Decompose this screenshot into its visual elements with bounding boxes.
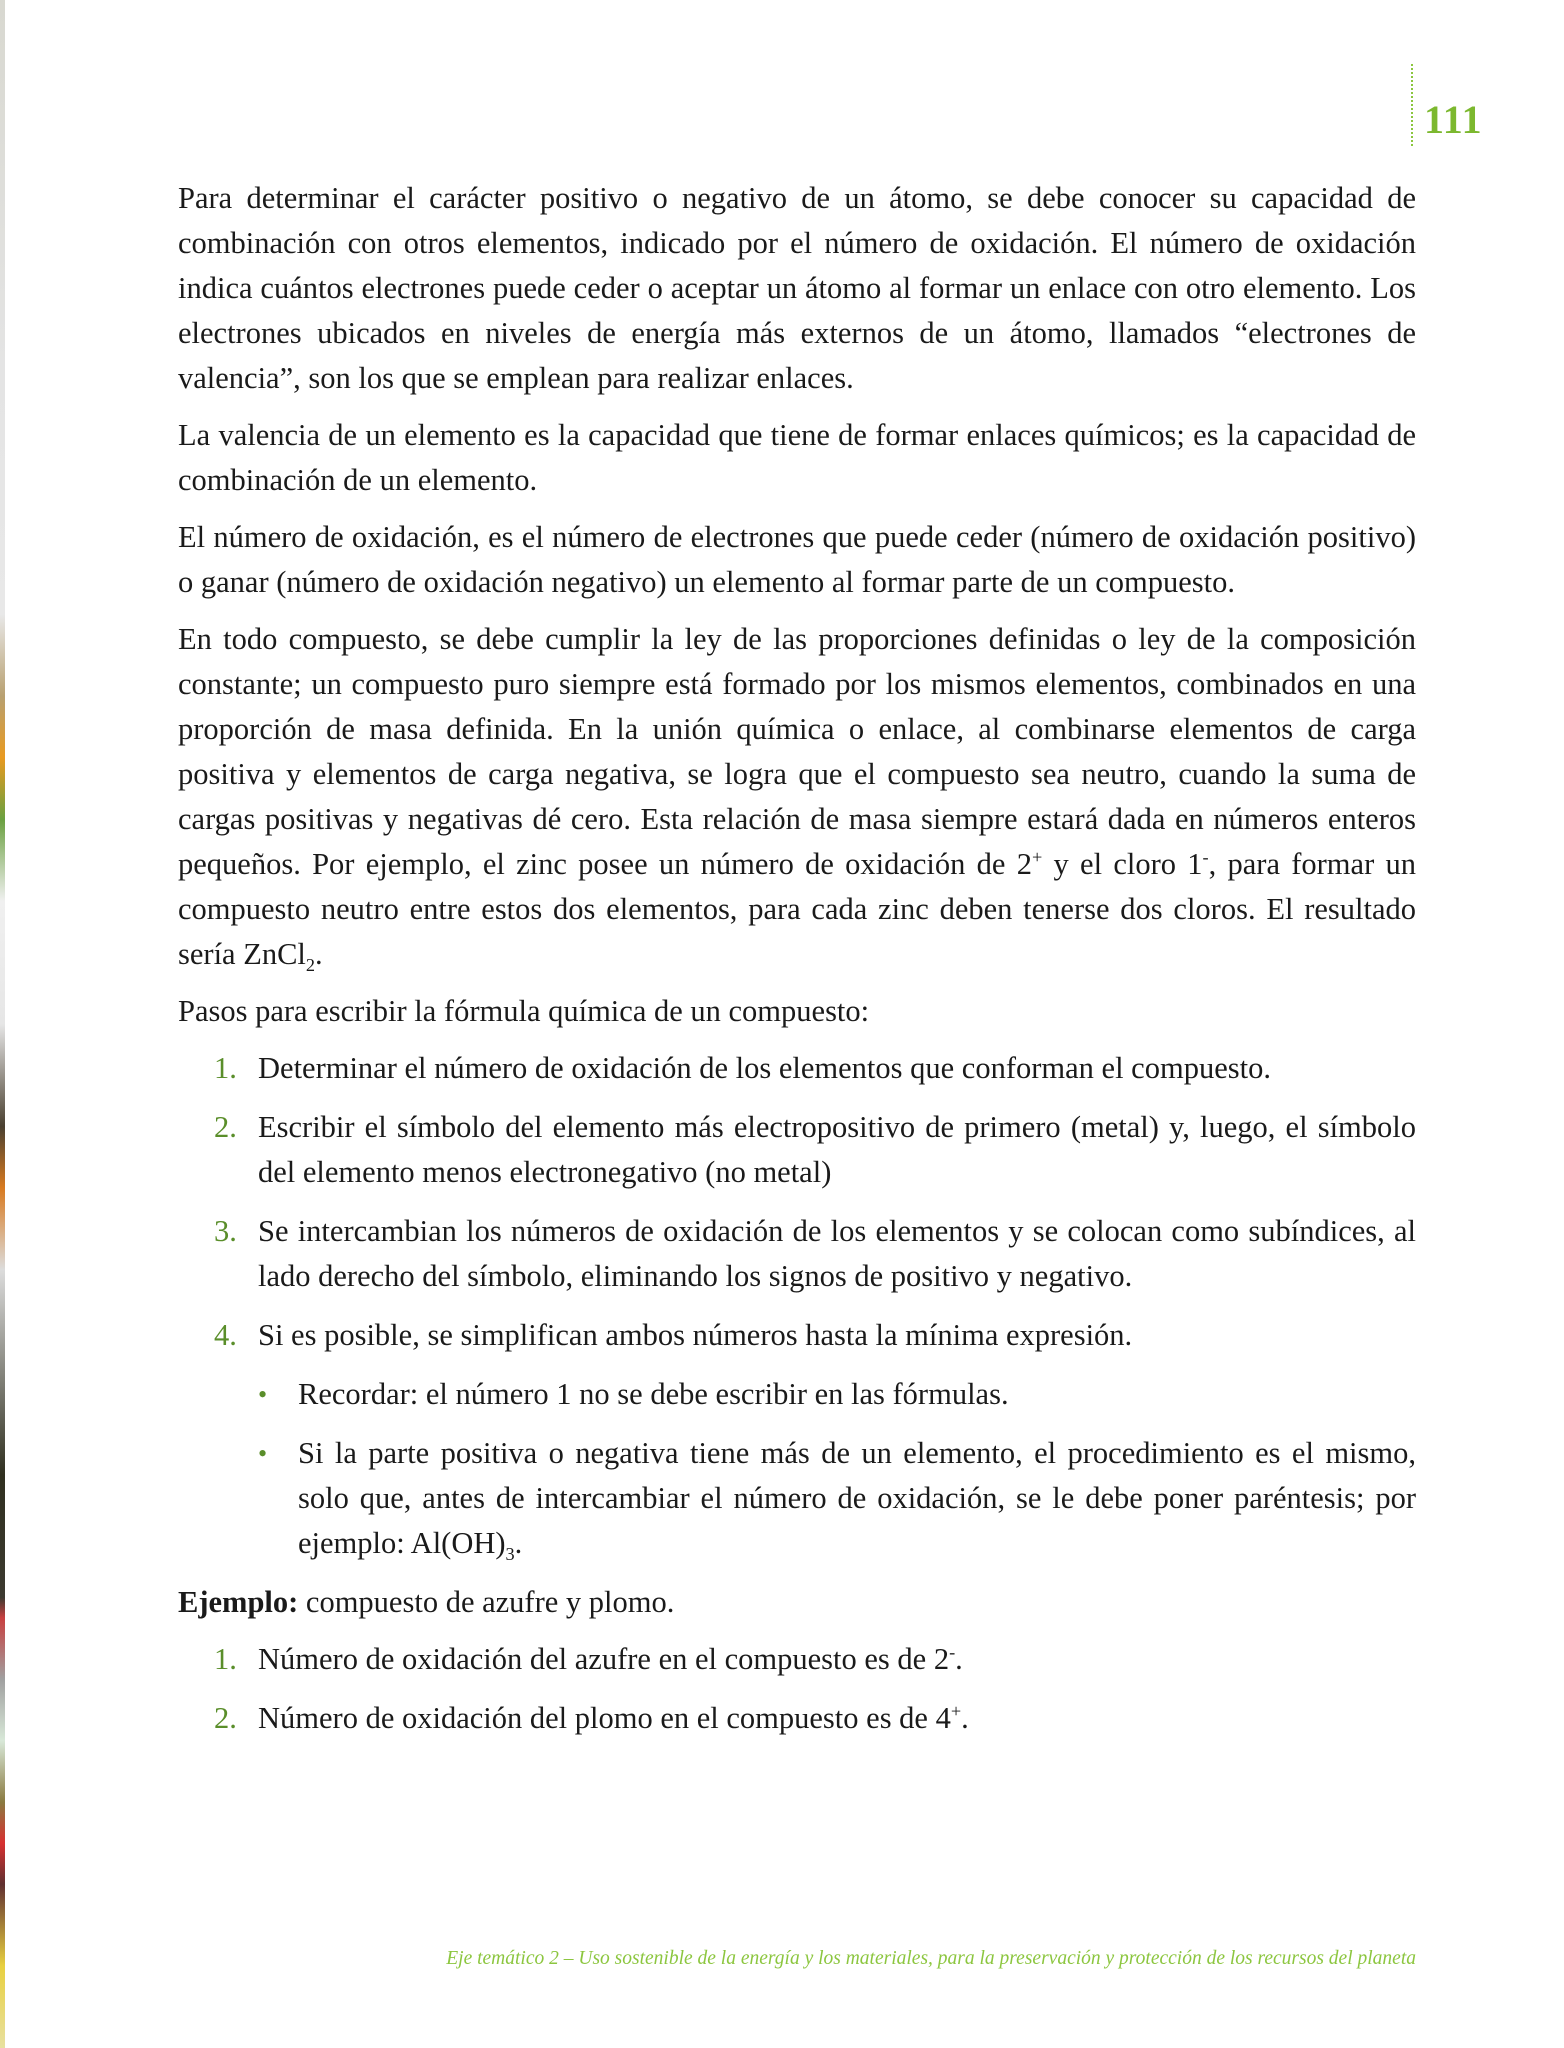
text-run: , para formar un compuesto neutro entre estos dos elementos, para cada zinc deben tenerse dos cloros. El resultado sería ZnCl — [178, 847, 1416, 971]
page-body — [178, 176, 1416, 1755]
example-heading — [178, 1580, 1416, 1625]
step-number: 3. — [214, 1214, 237, 1248]
step-4-bullets — [258, 1372, 1416, 1566]
paragraph-valence: La valencia de un elemento es la capacidad que tiene de formar enlaces químicos; es la capacidad de combinación de un elemento. — [178, 418, 1416, 497]
subscript-index: 2 — [305, 955, 316, 976]
page-edge-image-strip — [0, 0, 5, 2048]
bullet-text: Recordar: el número 1 no se debe escribir en las fórmulas. — [298, 1377, 1009, 1411]
page-number: 111 — [1424, 97, 1483, 142]
example-text: compuesto de azufre y plomo. — [298, 1585, 675, 1619]
list-item-example-2 — [178, 1696, 1416, 1741]
paragraph-oxidation-number: El número de oxidación, es el número de electrones que puede ceder (número de oxidación positivo) o ganar (número de oxidación negativo) un elemento al formar parte de un compuesto. — [178, 520, 1416, 599]
step-text: Se intercambian los números de oxidación de los elementos y se colocan como subíndices, al lado derecho del símbolo, eliminando los signos de positivo y negativo. — [258, 1214, 1416, 1293]
list-item-example-1 — [178, 1637, 1416, 1682]
step-text: Número de oxidación del plomo en el compuesto es de 4 — [258, 1701, 951, 1735]
step-text: Si es posible, se simplifican ambos números hasta la mínima expresión. — [258, 1318, 1133, 1352]
example-label: Ejemplo: — [178, 1585, 299, 1619]
step-number: 1. — [214, 1642, 237, 1676]
formula-steps-list — [178, 1046, 1416, 1566]
list-item-step-1 — [178, 1046, 1416, 1091]
page-number-dotted-rule — [1411, 64, 1413, 146]
step-number: 2. — [214, 1701, 237, 1735]
superscript-charge: + — [1031, 846, 1043, 867]
example-steps-list — [178, 1637, 1416, 1741]
superscript-charge: - — [1202, 846, 1209, 867]
step-number: 2. — [214, 1110, 237, 1144]
bullet-text: Si la parte positiva o negativa tiene más de un elemento, el procedimiento es el mismo, solo que, antes de intercambiar el número de oxidación, se le debe poner paréntesis; por ejemplo: Al(OH) — [298, 1436, 1416, 1560]
paragraph-oxidation-intro: Para determinar el carácter positivo o negativo de un átomo, se debe conocer su capacidad de combinación con otros elementos, indicado por el número de oxidación. El número de oxidación indica cuántos electrones puede ceder o aceptar un átomo al formar un enlace con otro elemento. Los electrones ubicados en niveles de energía más externos de un átomo, llamados “electrones de valencia”, son los que se emplean para realizar enlaces. — [178, 181, 1416, 395]
superscript-charge: - — [949, 1641, 956, 1662]
list-item-step-4 — [178, 1313, 1416, 1566]
step-text: Escribir el símbolo del elemento más electropositivo de primero (metal) y, luego, el símbolo del elemento menos electronegativo (no metal) — [258, 1110, 1416, 1189]
list-item-step-3 — [178, 1209, 1416, 1299]
running-footer: Eje temático 2 – Uso sostenible de la energía y los materiales, para la preservación y protección de los recursos del planeta — [446, 1948, 1416, 1969]
bullet-item-parentheses — [258, 1431, 1416, 1566]
step-number: 4. — [214, 1318, 237, 1352]
subscript-index: 3 — [505, 1544, 515, 1565]
bullet-dot-icon: • — [258, 1439, 268, 1468]
list-item-step-2 — [178, 1105, 1416, 1195]
bullet-item-remember — [258, 1372, 1416, 1417]
step-number: 1. — [214, 1051, 237, 1085]
step-text: Determinar el número de oxidación de los elementos que conforman el compuesto. — [258, 1051, 1271, 1085]
paragraph-steps-intro: Pasos para escribir la fórmula química de un compuesto: — [178, 994, 870, 1028]
text-run: . — [315, 937, 323, 971]
bullet-dot-icon: • — [258, 1380, 268, 1409]
text-run: . — [955, 1642, 963, 1676]
step-text: Número de oxidación del azufre en el compuesto es de 2 — [258, 1642, 950, 1676]
text-run: . — [961, 1701, 969, 1735]
text-run: . — [514, 1526, 523, 1560]
text-run: y el cloro 1 — [1042, 847, 1203, 881]
paragraph-definite-proportions — [178, 617, 1416, 977]
text-run: En todo compuesto, se debe cumplir la ley de las proporciones definidas o ley de la composición constante; un compuesto puro siempre está formado por los mismos elementos, combinados en una proporción de masa definida. En la unión química o enlace, al combinarse elementos de carga positiva y elementos de carga negativa, se logra que el compuesto sea neutro, cuando la suma de cargas positivas y negativas dé cero. Esta relación de masa siempre estará dada en números enteros pequeños. Por ejemplo, el zinc posee un número de oxidación de 2 — [178, 622, 1416, 881]
superscript-charge: + — [950, 1700, 962, 1721]
